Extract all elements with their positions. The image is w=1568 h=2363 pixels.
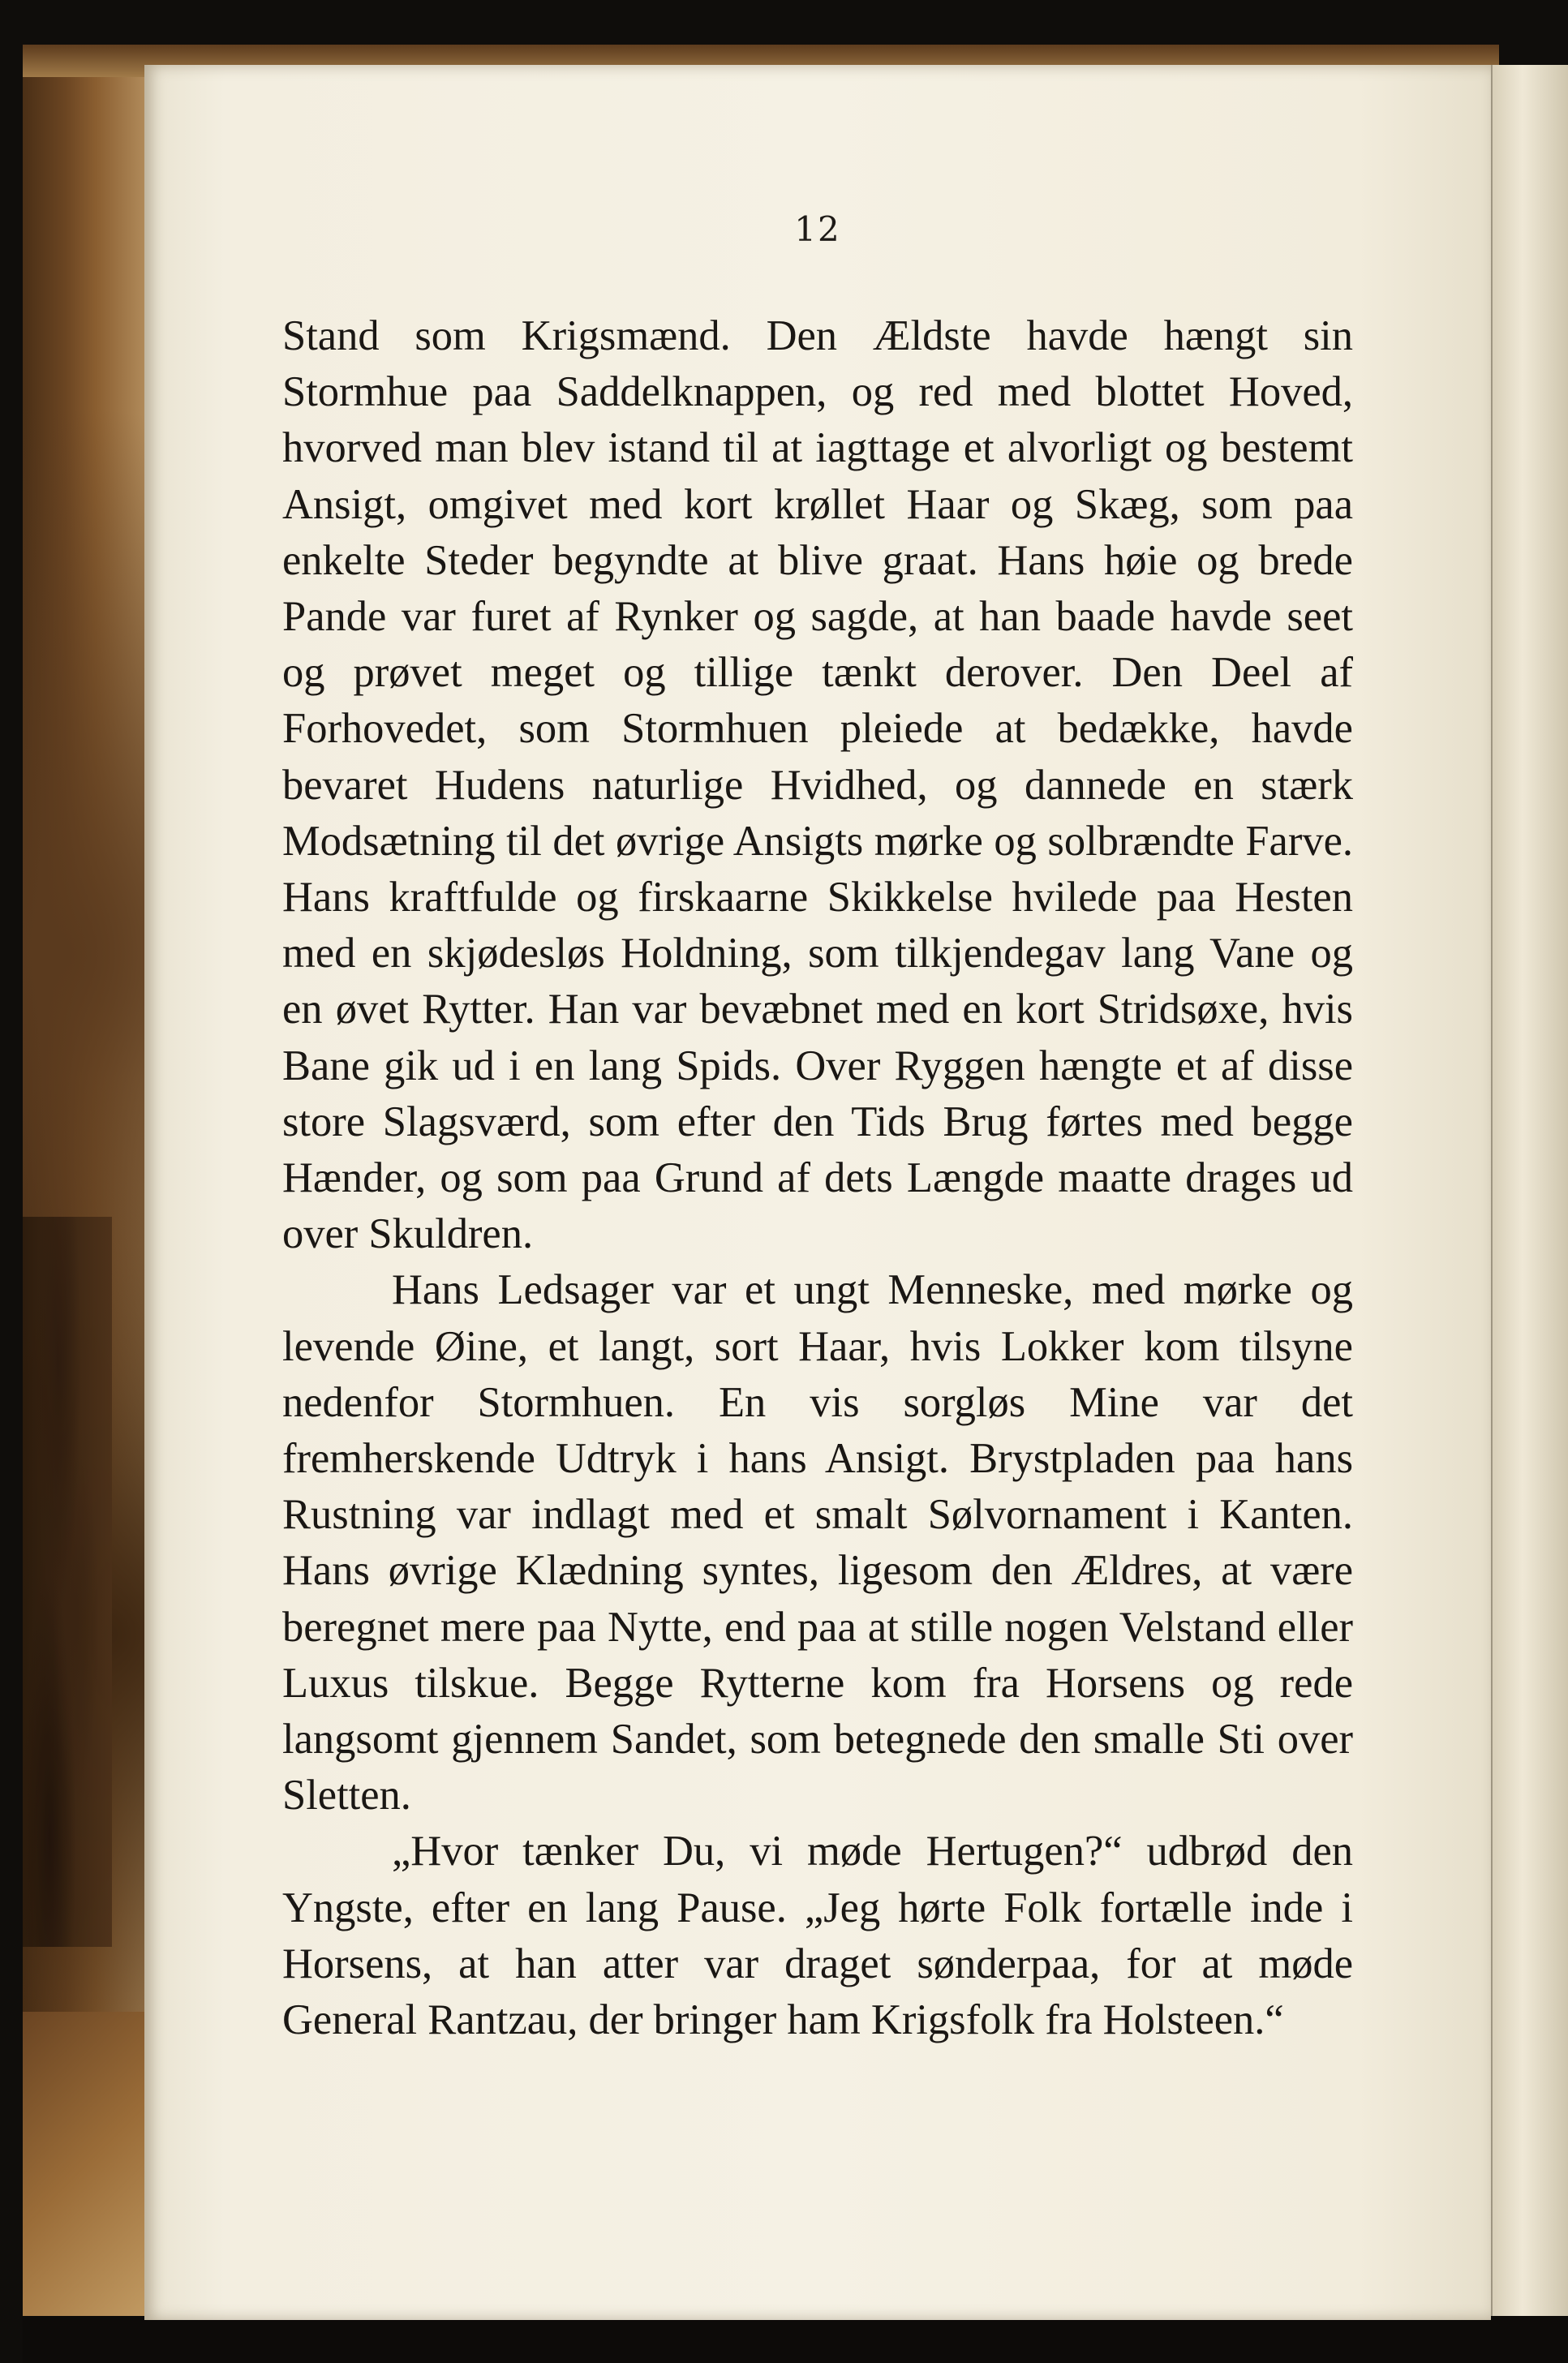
page-number: 12 — [794, 209, 841, 249]
bottom-background — [23, 2316, 1568, 2363]
leather-corner — [23, 2012, 144, 2320]
paragraph-3: „Hvor tænker Du, vi møde Hertugen?“ udbrød den Yngste, efter en lang Pause. „Jeg hørte Folk fortælle inde i Horsens, at han atter var draget sønderpaa, for at møde General Rantzau, der bringer ham Krigsfolk fra Holsteen.“ — [282, 1828, 1353, 2044]
facing-page-edge — [1493, 65, 1568, 2320]
paragraph-2: Hans Ledsager var et ungt Menneske, med mørke og levende Øine, et langt, sort Haar, hvis Lokker kom tilsyne nedenfor Stormhuen. En vis sorgløs Mine var det fremherskende Udtryk i hans Ansigt. Brystpladen paa hans Rustning var indlagt med et smalt Sølvornament i Kanten. Hans øvrige Klædning syntes, ligesom den Ældres, at være beregnet mere paa Nytte, end paa at stille nogen Velstand eller Luxus tilskue. Begge Rytterne kom fra Horsens og rede langsomt gjennem Sandet, som betegnede den smalle Sti over Sletten. — [282, 1266, 1353, 1820]
page-text — [282, 308, 1353, 2048]
book-page — [144, 65, 1491, 2320]
book-binding-left — [23, 45, 144, 2316]
marbled-cover — [23, 1217, 112, 1947]
paragraph-1: Stand som Krigsmænd. Den Ældste havde hængt sin Stormhue paa Saddelknappen, og red med blottet Hoved, hvorved man blev istand til at iagttage et alvorligt og bestemt Ansigt, omgivet med kort krøllet Haar og Skæg, som paa enkelte Steder begyndte at blive graat. Hans høie og brede Pande var furet af Rynker og sagde, at han baade havde seet og prøvet meget og tillige tænkt derover. Den Deel af Forhovedet, som Stormhuen pleiede at bedække, havde bevaret Hudens naturlige Hvidhed, og dannede en stærk Modsætning til det øvrige Ansigts mørke og solbrændte Farve. Hans kraftfulde og firskaarne Skikkelse hvilede paa Hesten med en skjødesløs Holdning, som tilkjendegav lang Vane og en øvet Rytter. Han var bevæbnet med en kort Stridsøxe, hvis Bane gik ud i en lang Spids. Over Ryggen hængte et af disse store Slagsværd, som efter den Tids Brug førtes med begge Hænder, og som paa Grund af dets Længde maatte drages ud over Skuldren. — [282, 312, 1353, 1258]
